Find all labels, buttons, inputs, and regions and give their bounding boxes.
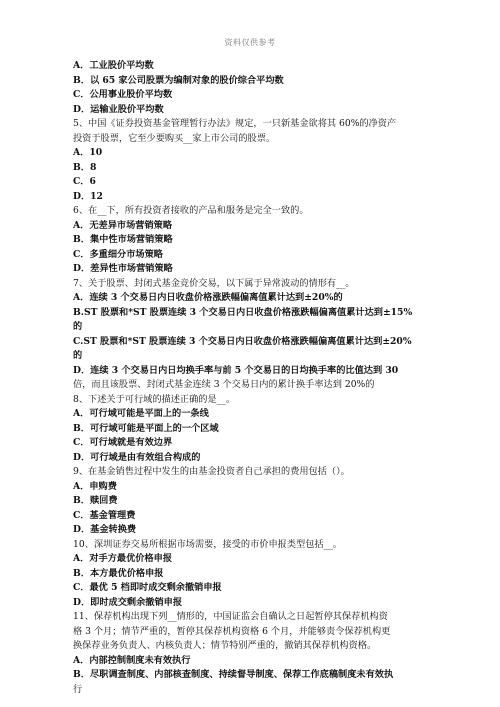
text-line: 5、中国《证券投资基金管理暂行办法》规定，一只新基金欲将其 60%的净资产 (73, 118, 397, 129)
text-line: 投资于股票，它至少要购买__家上市公司的股票。 (73, 132, 276, 144)
text-line: A．可行域可能是平面上的一条线 (73, 408, 209, 419)
text-line: 格 3 个月；情节严重的，暂停其保荐机构资格 6 个月，并能够责令保荐机构更 (73, 625, 391, 637)
document-body (73, 59, 423, 697)
text-line: A．对手方最优价格申报 (73, 553, 173, 564)
text-line: C．最优 5 档即时成交剩余撤销申报 (73, 582, 222, 593)
text-line: D．基金转换费 (73, 524, 137, 535)
text-line: B．赎回费 (73, 495, 118, 506)
text-line: B．集中性市场营销策略 (73, 234, 173, 245)
text-line: B．可行域可能是平面上的一个区域 (73, 422, 219, 434)
text-line: D．即时成交剩余撤销申报 (73, 596, 183, 608)
text-line: 换保荐业务负责人、内核负责人；情节特别严重的，撤销其保荐机构资格。 (73, 640, 377, 651)
text-line: D．连续 3 个交易日内日均换手率与前 5 个交易日的日均换手率的比值达到 30 (73, 364, 399, 376)
text-line: A．申购费 (73, 480, 117, 492)
text-line: D．12 (73, 190, 103, 202)
text-line: C．公用事业股价平均数 (73, 89, 173, 100)
text-line: A．无差异市场营销策略 (73, 219, 173, 231)
text-line: A．内部控制制度未有效执行 (73, 654, 191, 666)
text-line: D．运输业股价平均数 (73, 103, 164, 115)
text-line: C．多重细分市场策略 (73, 248, 163, 260)
text-line: 9、在基金销售过程中发生的由基金投资者自己承担的费用包括（）。 (73, 466, 350, 477)
text-line: 8、下述关于可行域的描述正确的是__。 (73, 393, 236, 405)
text-line: D．可行域是由有效组合构成的 (73, 451, 201, 463)
text-line: A．连续 3 个交易日内日收盘价格涨跌幅偏离值累计达到±20%的 (73, 292, 343, 303)
text-line: 行 (73, 683, 83, 695)
text-line: B．本方最优价格申报 (73, 567, 164, 579)
text-line: 6、在__下，所有投资者接收的产品和服务是完全一致的。 (73, 205, 309, 216)
text-line: 11、保荐机构出现下列__情形的，中国证监会自确认之日起暂停其保荐机构资 (73, 611, 388, 622)
text-line: 的 (73, 321, 83, 332)
text-line: 7、关于股票、封闭式基金竞价交易，以下属于异常波动的情形有__。 (73, 277, 355, 289)
text-line: 10、深圳证券交易所根据市场需要，接受的市价申报类型包括__。 (73, 538, 342, 550)
text-line: D．差异性市场营销策略 (73, 263, 173, 274)
text-line: B．尽职调查制度、内部核查制度、持续督导制度、保荐工作底稿制度未有效执 (73, 669, 394, 680)
text-line: C．可行域就是有效边界 (73, 437, 173, 448)
text-line: B.ST 股票和*ST 股票连续 3 个交易日内日收盘价格涨跌幅偏离值累计达到±15% (73, 306, 413, 318)
text-line: 的 (73, 350, 83, 361)
text-line: B．8 (73, 161, 97, 173)
text-line: 倍，而且该股票、封闭式基金连续 3 个交易日内的累计换手率达到 20%的 (73, 379, 375, 390)
text-line: C.ST 股票和*ST 股票连续 3 个交易日内日收盘价格涨跌幅偏离值累计达到±20% (73, 335, 412, 347)
text-line: A．10 (73, 147, 103, 158)
page-header: 资料仅供参考 (224, 38, 276, 47)
text-line: C．6 (73, 176, 96, 187)
text-line: A．工业股价平均数 (73, 60, 154, 71)
text-line: B．以 65 家公司股票为编制对象的股价综合平均数 (73, 74, 284, 86)
text-line: C．基金管理费 (73, 509, 136, 521)
